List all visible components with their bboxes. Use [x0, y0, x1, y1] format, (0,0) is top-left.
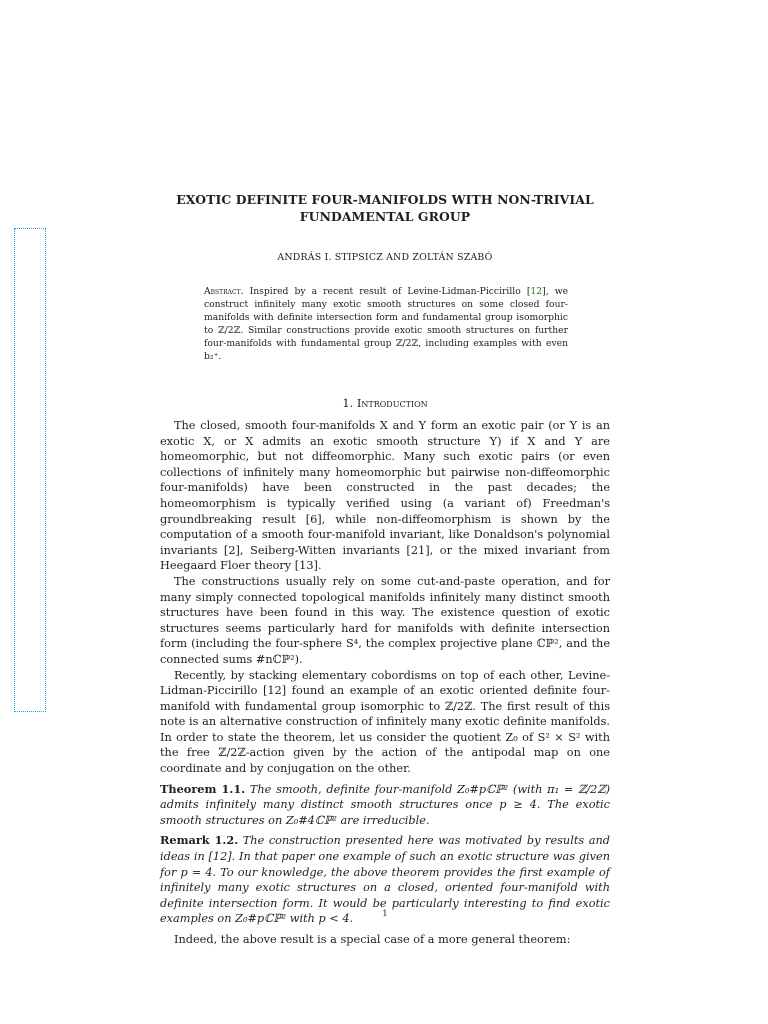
paragraph-2: The constructions usually rely on some cut-and-paste operation, and for many simply connected topological manifolds infinitely many distinct smooth structures have been found in this way. The existence question of exotic structures seems particularly hard for manifolds with definite intersection form (including the four-sphere S⁴, the complex projective plane ℂℙ², and the connected sums #nℂℙ²). [160, 574, 610, 666]
abstract-text-start: Inspired by a recent result of Levine-Lidman-Piccirillo [ [249, 286, 531, 297]
section-number: 1. [342, 396, 354, 410]
abstract-label: Abstract. [204, 286, 244, 297]
closing-line: Indeed, the above result is a special case of a more general theorem: [174, 933, 571, 946]
theorem-label: Theorem 1.1. [160, 781, 246, 796]
theorem-text: The smooth, definite four-manifold Z₀#pℂℙ² (with π₁ = ℤ/2ℤ) admits infinitely many distinct smooth structures once p ≥ 4. The exotic smooth structures on Z₀#4ℂℙ² are irreducible. [160, 782, 610, 827]
paper-authors: ANDRÁS I. STIPSICZ AND ZOLTÁN SZABÓ [277, 252, 493, 263]
paper-body [160, 418, 610, 948]
section-title: Introduction [356, 396, 428, 410]
margin-annotation-box [14, 228, 46, 712]
remark-label: Remark 1.2. [160, 833, 239, 848]
paragraph-1: The closed, smooth four-manifolds X and Y form an exotic pair (or Y is an exotic X, or X admits an exotic smooth structure Y) if X and Y are homeomorphic, but not diffeomorphic. Many such exotic pairs (or even collections of infinitely many homeomorphic but pairwise non-diffeomorphic four-manifolds) have been constructed in the past decades; the homeomorphism is typically verified using (a variant of) Freedman's groundbreaking result [6], while non-diffeomorphism is shown by the computation of a smooth four-manifold invariant, like Donaldson's polynomial invariants [2], Seiberg-Witten invariants [21], or the mixed invariant from Heegaard Floer theory [13]. [160, 419, 610, 573]
abstract-citation-link[interactable]: 12 [530, 286, 543, 297]
title-line-1: EXOTIC DEFINITE FOUR-MANIFOLDS WITH NON-TRIVIAL [176, 192, 594, 207]
paragraph-3: Recently, by stacking elementary cobordisms on top of each other, Levine-Lidman-Piccirillo [12] found an example of an exotic oriented definite four-manifold with fundamental group isomorphic to ℤ/2ℤ. The first result of this note is an alternative construction of infinitely many exotic definite manifolds. In order to state the theorem, let us consider the quotient Z₀ of S² × S² with the free ℤ/2ℤ-action given by the action of the antipodal map on one coordinate and by conjugation on the other. [160, 668, 610, 776]
abstract [204, 285, 568, 364]
abstract-text-end: ], we construct infinitely many exotic smooth structures on some closed four-manifolds with definite intersection form and fundamental group isomorphic to ℤ/2ℤ. Similar constructions provide exotic smooth structures on further four-manifolds with fundamental group ℤ/2ℤ, including examples with even b₂⁺. [204, 286, 569, 363]
theorem-1-1 [160, 782, 610, 829]
section-heading [160, 396, 610, 410]
page-number: 1 [382, 909, 388, 919]
remark-text: The construction presented here was motivated by results and ideas in [12]. In that paper one example of such an exotic structure was given for p = 4. To our knowledge, the above theorem provides the first example of infinitely many exotic structures on a closed, oriented four-manifold with definite intersection form. It would be particularly interesting to find exotic examples on Z₀#pℂℙ² with p < 4. [160, 834, 610, 926]
title-line-2: FUNDAMENTAL GROUP [299, 209, 471, 224]
paper-title [160, 191, 610, 225]
